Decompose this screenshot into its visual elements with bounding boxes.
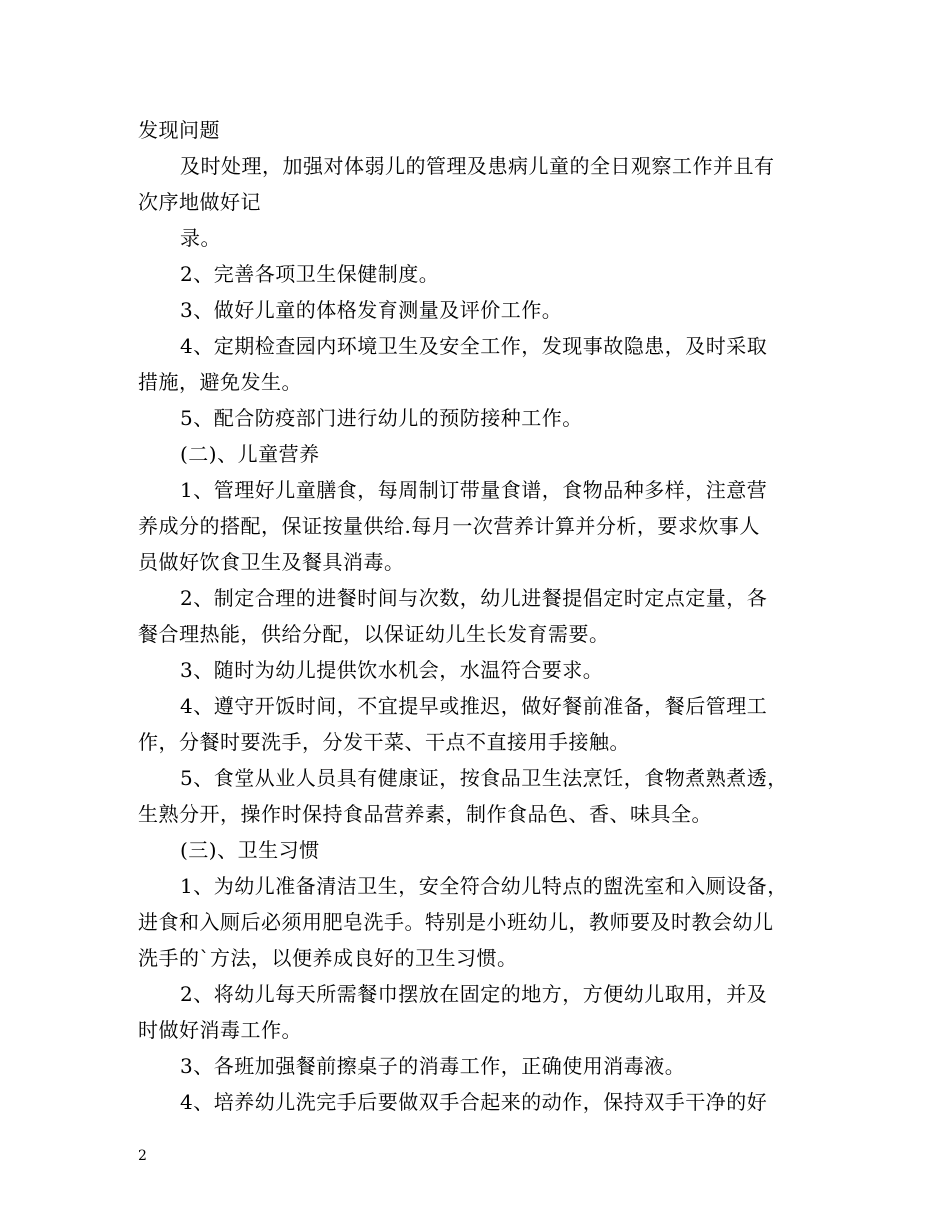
text-line: (三)、卫生习惯 [180,838,320,862]
text-line: 时做好消毒工作。 [138,1018,302,1042]
text-line: 养成分的搭配，保证按量供给.每月一次营养计算并分析，要求炊事人 [138,514,760,538]
document-body [138,112,818,1120]
text-line: 生熟分开，操作时保持食品营养素，制作食品色、香、味具全。 [138,802,712,826]
text-line: 4、培养幼儿洗完手后要做双手合起来的动作，保持双手干净的好 [180,1090,768,1114]
text-line: 5、配合防疫部门进行幼儿的预防接种工作。 [180,406,583,430]
text-line: 及时处理，加强对体弱儿的管理及患病儿童的全日观察工作并且有 [180,154,775,178]
text-line: 进食和入厕后必须用肥皂洗手。特别是小班幼儿，教师要及时教会幼儿 [138,910,774,934]
text-line: 作，分餐时要洗手，分发干菜、干点不直接用手接触。 [138,730,630,754]
text-line: 措施，避免发生。 [138,370,302,394]
text-line: 5、食堂从业人员具有健康证，按食品卫生法烹饪，食物煮熟煮透， [180,766,788,790]
text-line: 1、管理好儿童膳食，每周制订带量食谱，食物品种多样，注意营 [180,478,768,502]
text-line: 3、各班加强餐前擦桌子的消毒工作，正确使用消毒液。 [180,1054,686,1078]
text-line: 3、随时为幼儿提供饮水机会，水温符合要求。 [180,658,604,682]
text-line: 2、制定合理的进餐时间与次数，幼儿进餐提倡定时定点定量，各 [180,586,768,610]
text-line: 4、遵守开饭时间，不宜提早或推迟，做好餐前准备，餐后管理工 [180,694,768,718]
text-line: 餐合理热能，供给分配，以保证幼儿生长发育需要。 [138,622,610,646]
text-line: 2、完善各项卫生保健制度。 [180,262,440,286]
text-line: 2、将幼儿每天所需餐巾摆放在固定的地方，方便幼儿取用，并及 [180,982,768,1006]
text-line: 录。 [180,226,221,250]
text-line: 员做好饮食卫生及餐具消毒。 [138,550,405,574]
page-number: 2 [138,1148,147,1164]
text-line: 次序地做好记 [138,190,261,214]
text-line: 4、定期检查园内环境卫生及安全工作，发现事故隐患，及时采取 [180,334,768,358]
text-line: (二)、儿童营养 [180,442,320,466]
text-line: 1、为幼儿准备清洁卫生，安全符合幼儿特点的盥洗室和入厕设备， [180,874,788,898]
text-line: 3、做好儿童的体格发育测量及评价工作。 [180,298,563,322]
text-line: 洗手的`方法，以便养成良好的卫生习惯。 [138,946,518,970]
text-line: 发现问题 [138,118,220,142]
